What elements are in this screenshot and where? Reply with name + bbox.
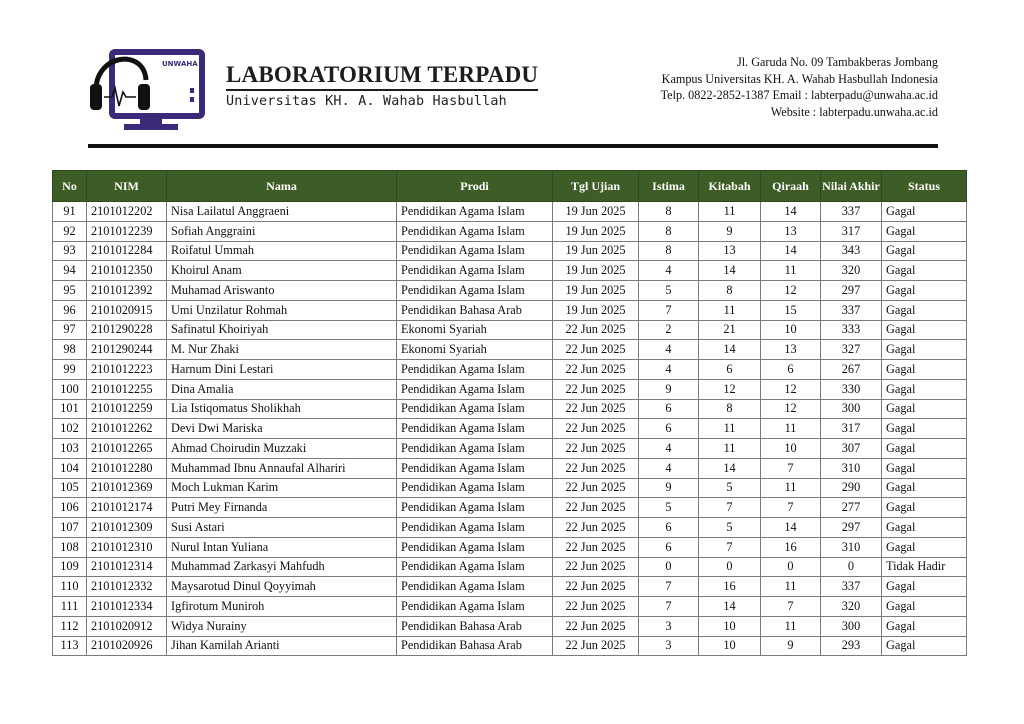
table-row xyxy=(53,399,967,419)
cell-no: 96 xyxy=(53,300,87,320)
cell-tgl-ujian: 19 Jun 2025 xyxy=(553,281,639,301)
cell-nama: Susi Astari xyxy=(167,518,397,538)
cell-no: 108 xyxy=(53,537,87,557)
cell-nilai-akhir: 327 xyxy=(821,340,882,360)
cell-nama: Roifatul Ummah xyxy=(167,241,397,261)
cell-istima: 5 xyxy=(639,281,699,301)
cell-kitabah: 6 xyxy=(699,360,761,380)
cell-istima: 4 xyxy=(639,261,699,281)
cell-kitabah: 11 xyxy=(699,439,761,459)
cell-tgl-ujian: 22 Jun 2025 xyxy=(553,360,639,380)
cell-no: 105 xyxy=(53,478,87,498)
col-kitabah: Kitabah xyxy=(699,171,761,202)
cell-prodi: Ekonomi Syariah xyxy=(397,340,553,360)
cell-status: Gagal xyxy=(882,419,967,439)
cell-nilai-akhir: 333 xyxy=(821,320,882,340)
cell-kitabah: 12 xyxy=(699,379,761,399)
cell-status: Gagal xyxy=(882,202,967,222)
cell-qiraah: 10 xyxy=(761,320,821,340)
cell-status: Gagal xyxy=(882,439,967,459)
cell-kitabah: 16 xyxy=(699,577,761,597)
cell-tgl-ujian: 22 Jun 2025 xyxy=(553,636,639,656)
cell-nilai-akhir: 307 xyxy=(821,439,882,459)
cell-prodi: Pendidikan Agama Islam xyxy=(397,597,553,617)
cell-nama: Lia Istiqomatus Sholikhah xyxy=(167,399,397,419)
cell-tgl-ujian: 22 Jun 2025 xyxy=(553,616,639,636)
cell-istima: 7 xyxy=(639,577,699,597)
table-row xyxy=(53,300,967,320)
cell-nama: Nurul Intan Yuliana xyxy=(167,537,397,557)
cell-status: Gagal xyxy=(882,597,967,617)
cell-istima: 8 xyxy=(639,221,699,241)
cell-no: 101 xyxy=(53,399,87,419)
col-prodi: Prodi xyxy=(397,171,553,202)
cell-nim: 2101290228 xyxy=(87,320,167,340)
cell-nilai-akhir: 343 xyxy=(821,241,882,261)
table-row xyxy=(53,202,967,222)
cell-nim: 2101012310 xyxy=(87,537,167,557)
cell-prodi: Pendidikan Agama Islam xyxy=(397,261,553,281)
cell-nama: Widya Nurainy xyxy=(167,616,397,636)
header-divider xyxy=(88,144,938,148)
cell-nama: Harnum Dini Lestari xyxy=(167,360,397,380)
cell-istima: 4 xyxy=(639,458,699,478)
cell-kitabah: 5 xyxy=(699,518,761,538)
cell-status: Gagal xyxy=(882,636,967,656)
cell-istima: 6 xyxy=(639,537,699,557)
cell-prodi: Pendidikan Bahasa Arab xyxy=(397,616,553,636)
cell-qiraah: 11 xyxy=(761,261,821,281)
cell-qiraah: 9 xyxy=(761,636,821,656)
cell-nim: 2101012332 xyxy=(87,577,167,597)
cell-kitabah: 8 xyxy=(699,281,761,301)
logo-text: UNWAHA xyxy=(162,60,198,68)
cell-tgl-ujian: 19 Jun 2025 xyxy=(553,241,639,261)
cell-qiraah: 11 xyxy=(761,478,821,498)
cell-nim: 2101020915 xyxy=(87,300,167,320)
cell-istima: 0 xyxy=(639,557,699,577)
cell-nim: 2101020926 xyxy=(87,636,167,656)
cell-qiraah: 11 xyxy=(761,577,821,597)
letterhead xyxy=(88,40,938,150)
cell-istima: 6 xyxy=(639,518,699,538)
cell-nim: 2101012284 xyxy=(87,241,167,261)
cell-nim: 2101290244 xyxy=(87,340,167,360)
cell-kitabah: 5 xyxy=(699,478,761,498)
cell-kitabah: 9 xyxy=(699,221,761,241)
table-row xyxy=(53,221,967,241)
cell-status: Gagal xyxy=(882,518,967,538)
cell-prodi: Pendidikan Agama Islam xyxy=(397,360,553,380)
cell-nim: 2101012334 xyxy=(87,597,167,617)
cell-prodi: Pendidikan Agama Islam xyxy=(397,537,553,557)
cell-nim: 2101012369 xyxy=(87,478,167,498)
cell-tgl-ujian: 22 Jun 2025 xyxy=(553,518,639,538)
cell-nim: 2101020912 xyxy=(87,616,167,636)
cell-nilai-akhir: 317 xyxy=(821,221,882,241)
cell-nim: 2101012255 xyxy=(87,379,167,399)
col-status: Status xyxy=(882,171,967,202)
table-row xyxy=(53,458,967,478)
cell-no: 91 xyxy=(53,202,87,222)
cell-status: Gagal xyxy=(882,379,967,399)
cell-nama: Putri Mey Firnanda xyxy=(167,498,397,518)
cell-nama: Devi Dwi Mariska xyxy=(167,419,397,439)
table-row xyxy=(53,537,967,557)
cell-tgl-ujian: 22 Jun 2025 xyxy=(553,340,639,360)
cell-no: 110 xyxy=(53,577,87,597)
cell-no: 106 xyxy=(53,498,87,518)
cell-kitabah: 14 xyxy=(699,340,761,360)
cell-status: Gagal xyxy=(882,281,967,301)
cell-kitabah: 14 xyxy=(699,458,761,478)
cell-qiraah: 14 xyxy=(761,518,821,538)
contact-block xyxy=(661,54,938,120)
cell-qiraah: 16 xyxy=(761,537,821,557)
cell-nama: Muhammad Zarkasyi Mahfudh xyxy=(167,557,397,577)
cell-no: 97 xyxy=(53,320,87,340)
cell-nim: 2101012259 xyxy=(87,399,167,419)
table-row xyxy=(53,498,967,518)
cell-tgl-ujian: 22 Jun 2025 xyxy=(553,439,639,459)
cell-kitabah: 10 xyxy=(699,616,761,636)
table-row xyxy=(53,616,967,636)
cell-kitabah: 13 xyxy=(699,241,761,261)
cell-nim: 2101012280 xyxy=(87,458,167,478)
cell-tgl-ujian: 19 Jun 2025 xyxy=(553,300,639,320)
cell-prodi: Pendidikan Agama Islam xyxy=(397,221,553,241)
cell-qiraah: 12 xyxy=(761,399,821,419)
cell-nilai-akhir: 300 xyxy=(821,399,882,419)
cell-nama: Sofiah Anggraini xyxy=(167,221,397,241)
cell-nama: Safinatul Khoiriyah xyxy=(167,320,397,340)
table-row xyxy=(53,478,967,498)
cell-nim: 2101012174 xyxy=(87,498,167,518)
cell-istima: 7 xyxy=(639,300,699,320)
table-row xyxy=(53,360,967,380)
col-tgl-ujian: Tgl Ujian xyxy=(553,171,639,202)
exam-results-table xyxy=(52,170,967,656)
cell-prodi: Pendidikan Agama Islam xyxy=(397,241,553,261)
cell-kitabah: 11 xyxy=(699,300,761,320)
cell-istima: 4 xyxy=(639,340,699,360)
headphones-monitor-logo-icon xyxy=(88,40,210,132)
cell-tgl-ujian: 22 Jun 2025 xyxy=(553,379,639,399)
cell-prodi: Pendidikan Agama Islam xyxy=(397,202,553,222)
cell-kitabah: 11 xyxy=(699,419,761,439)
table-row xyxy=(53,241,967,261)
cell-nilai-akhir: 330 xyxy=(821,379,882,399)
col-nim: NIM xyxy=(87,171,167,202)
phone-email: Telp. 0822-2852-1387 Email : labterpadu@unwaha.ac.id xyxy=(660,88,938,102)
cell-no: 98 xyxy=(53,340,87,360)
cell-nim: 2101012202 xyxy=(87,202,167,222)
cell-nilai-akhir: 320 xyxy=(821,597,882,617)
cell-prodi: Pendidikan Agama Islam xyxy=(397,458,553,478)
col-qiraah: Qiraah xyxy=(761,171,821,202)
table-row xyxy=(53,557,967,577)
cell-no: 95 xyxy=(53,281,87,301)
cell-kitabah: 14 xyxy=(699,261,761,281)
cell-kitabah: 7 xyxy=(699,537,761,557)
cell-nilai-akhir: 0 xyxy=(821,557,882,577)
table-header-row xyxy=(53,171,967,202)
cell-prodi: Pendidikan Agama Islam xyxy=(397,498,553,518)
cell-qiraah: 0 xyxy=(761,557,821,577)
cell-qiraah: 14 xyxy=(761,241,821,261)
cell-istima: 4 xyxy=(639,360,699,380)
cell-istima: 9 xyxy=(639,379,699,399)
cell-qiraah: 11 xyxy=(761,419,821,439)
cell-prodi: Pendidikan Agama Islam xyxy=(397,577,553,597)
cell-status: Gagal xyxy=(882,498,967,518)
cell-nilai-akhir: 267 xyxy=(821,360,882,380)
cell-kitabah: 7 xyxy=(699,498,761,518)
cell-nim: 2101012309 xyxy=(87,518,167,538)
cell-no: 94 xyxy=(53,261,87,281)
brand-block xyxy=(226,62,538,109)
cell-status: Gagal xyxy=(882,399,967,419)
cell-no: 93 xyxy=(53,241,87,261)
cell-nama: Igfirotum Muniroh xyxy=(167,597,397,617)
cell-qiraah: 13 xyxy=(761,340,821,360)
lab-title: LABORATORIUM TERPADU xyxy=(226,62,538,91)
cell-nim: 2101012262 xyxy=(87,419,167,439)
table-row xyxy=(53,597,967,617)
cell-prodi: Pendidikan Agama Islam xyxy=(397,419,553,439)
cell-no: 102 xyxy=(53,419,87,439)
cell-qiraah: 14 xyxy=(761,202,821,222)
col-nama: Nama xyxy=(167,171,397,202)
cell-qiraah: 12 xyxy=(761,281,821,301)
col-nilai-akhir: Nilai Akhir xyxy=(821,171,882,202)
cell-tgl-ujian: 22 Jun 2025 xyxy=(553,399,639,419)
cell-nama: Muhammad Ibnu Annaufal Alhariri xyxy=(167,458,397,478)
cell-prodi: Ekonomi Syariah xyxy=(397,320,553,340)
cell-nim: 2101012223 xyxy=(87,360,167,380)
cell-no: 113 xyxy=(53,636,87,656)
cell-nama: Dina Amalia xyxy=(167,379,397,399)
cell-nilai-akhir: 297 xyxy=(821,281,882,301)
cell-nama: Moch Lukman Karim xyxy=(167,478,397,498)
cell-istima: 2 xyxy=(639,320,699,340)
cell-prodi: Pendidikan Agama Islam xyxy=(397,439,553,459)
cell-nilai-akhir: 337 xyxy=(821,577,882,597)
cell-tgl-ujian: 22 Jun 2025 xyxy=(553,458,639,478)
cell-status: Gagal xyxy=(882,458,967,478)
cell-istima: 7 xyxy=(639,597,699,617)
cell-prodi: Pendidikan Agama Islam xyxy=(397,518,553,538)
cell-nama: Umi Unzilatur Rohmah xyxy=(167,300,397,320)
cell-nim: 2101012392 xyxy=(87,281,167,301)
cell-no: 100 xyxy=(53,379,87,399)
cell-no: 112 xyxy=(53,616,87,636)
table-row xyxy=(53,636,967,656)
cell-nilai-akhir: 337 xyxy=(821,300,882,320)
cell-status: Gagal xyxy=(882,577,967,597)
cell-nim: 2101012265 xyxy=(87,439,167,459)
cell-qiraah: 7 xyxy=(761,458,821,478)
cell-prodi: Pendidikan Agama Islam xyxy=(397,399,553,419)
cell-nilai-akhir: 293 xyxy=(821,636,882,656)
cell-status: Gagal xyxy=(882,478,967,498)
cell-nama: M. Nur Zhaki xyxy=(167,340,397,360)
cell-status: Gagal xyxy=(882,616,967,636)
cell-qiraah: 7 xyxy=(761,597,821,617)
cell-status: Tidak Hadir xyxy=(882,557,967,577)
cell-kitabah: 0 xyxy=(699,557,761,577)
cell-istima: 3 xyxy=(639,616,699,636)
cell-qiraah: 6 xyxy=(761,360,821,380)
table-body xyxy=(53,202,967,656)
cell-qiraah: 7 xyxy=(761,498,821,518)
table-row xyxy=(53,439,967,459)
cell-istima: 8 xyxy=(639,241,699,261)
cell-status: Gagal xyxy=(882,360,967,380)
table-row xyxy=(53,419,967,439)
cell-nama: Khoirul Anam xyxy=(167,261,397,281)
cell-istima: 8 xyxy=(639,202,699,222)
cell-istima: 5 xyxy=(639,498,699,518)
cell-prodi: Pendidikan Agama Islam xyxy=(397,557,553,577)
cell-status: Gagal xyxy=(882,261,967,281)
cell-qiraah: 11 xyxy=(761,616,821,636)
cell-nama: Maysarotud Dinul Qoyyimah xyxy=(167,577,397,597)
cell-status: Gagal xyxy=(882,340,967,360)
cell-nilai-akhir: 277 xyxy=(821,498,882,518)
cell-istima: 6 xyxy=(639,399,699,419)
cell-kitabah: 11 xyxy=(699,202,761,222)
cell-tgl-ujian: 22 Jun 2025 xyxy=(553,557,639,577)
cell-nilai-akhir: 297 xyxy=(821,518,882,538)
cell-istima: 3 xyxy=(639,636,699,656)
cell-tgl-ujian: 22 Jun 2025 xyxy=(553,537,639,557)
cell-no: 107 xyxy=(53,518,87,538)
cell-status: Gagal xyxy=(882,537,967,557)
table-row xyxy=(53,340,967,360)
cell-tgl-ujian: 22 Jun 2025 xyxy=(553,498,639,518)
cell-tgl-ujian: 19 Jun 2025 xyxy=(553,221,639,241)
cell-status: Gagal xyxy=(882,300,967,320)
cell-no: 103 xyxy=(53,439,87,459)
cell-kitabah: 8 xyxy=(699,399,761,419)
cell-prodi: Pendidikan Bahasa Arab xyxy=(397,300,553,320)
cell-no: 111 xyxy=(53,597,87,617)
cell-tgl-ujian: 22 Jun 2025 xyxy=(553,597,639,617)
cell-istima: 6 xyxy=(639,419,699,439)
cell-nama: Nisa Lailatul Anggraeni xyxy=(167,202,397,222)
cell-nama: Ahmad Choirudin Muzzaki xyxy=(167,439,397,459)
cell-tgl-ujian: 22 Jun 2025 xyxy=(553,320,639,340)
cell-nim: 2101012350 xyxy=(87,261,167,281)
cell-prodi: Pendidikan Agama Islam xyxy=(397,281,553,301)
cell-tgl-ujian: 22 Jun 2025 xyxy=(553,419,639,439)
cell-nilai-akhir: 300 xyxy=(821,616,882,636)
cell-no: 104 xyxy=(53,458,87,478)
cell-no: 109 xyxy=(53,557,87,577)
cell-nilai-akhir: 317 xyxy=(821,419,882,439)
cell-qiraah: 13 xyxy=(761,221,821,241)
cell-istima: 9 xyxy=(639,478,699,498)
cell-nilai-akhir: 290 xyxy=(821,478,882,498)
cell-istima: 4 xyxy=(639,439,699,459)
table-row xyxy=(53,261,967,281)
cell-status: Gagal xyxy=(882,241,967,261)
cell-nilai-akhir: 310 xyxy=(821,537,882,557)
address-line-1: Jl. Garuda No. 09 Tambakberas Jombang xyxy=(737,55,938,69)
address-line-2: Kampus Universitas KH. A. Wahab Hasbullah Indonesia xyxy=(661,71,938,86)
cell-tgl-ujian: 19 Jun 2025 xyxy=(553,202,639,222)
cell-nilai-akhir: 320 xyxy=(821,261,882,281)
table-row xyxy=(53,518,967,538)
cell-nama: Muhamad Ariswanto xyxy=(167,281,397,301)
cell-nama: Jihan Kamilah Arianti xyxy=(167,636,397,656)
table-row xyxy=(53,281,967,301)
col-istima: Istima xyxy=(639,171,699,202)
cell-status: Gagal xyxy=(882,221,967,241)
cell-tgl-ujian: 22 Jun 2025 xyxy=(553,577,639,597)
cell-qiraah: 10 xyxy=(761,439,821,459)
university-name: Universitas KH. A. Wahab Hasbullah xyxy=(226,94,507,109)
cell-kitabah: 14 xyxy=(699,597,761,617)
cell-no: 92 xyxy=(53,221,87,241)
website: Website : labterpadu.unwaha.ac.id xyxy=(770,104,938,119)
cell-tgl-ujian: 22 Jun 2025 xyxy=(553,478,639,498)
cell-prodi: Pendidikan Agama Islam xyxy=(397,478,553,498)
cell-kitabah: 10 xyxy=(699,636,761,656)
cell-nilai-akhir: 337 xyxy=(821,202,882,222)
table-row xyxy=(53,577,967,597)
col-no: No xyxy=(53,171,87,202)
cell-kitabah: 21 xyxy=(699,320,761,340)
cell-status: Gagal xyxy=(882,320,967,340)
cell-prodi: Pendidikan Agama Islam xyxy=(397,379,553,399)
table-row xyxy=(53,379,967,399)
cell-no: 99 xyxy=(53,360,87,380)
cell-nim: 2101012239 xyxy=(87,221,167,241)
cell-qiraah: 15 xyxy=(761,300,821,320)
cell-nim: 2101012314 xyxy=(87,557,167,577)
table-row xyxy=(53,320,967,340)
cell-prodi: Pendidikan Bahasa Arab xyxy=(397,636,553,656)
cell-qiraah: 12 xyxy=(761,379,821,399)
cell-tgl-ujian: 19 Jun 2025 xyxy=(553,261,639,281)
cell-nilai-akhir: 310 xyxy=(821,458,882,478)
